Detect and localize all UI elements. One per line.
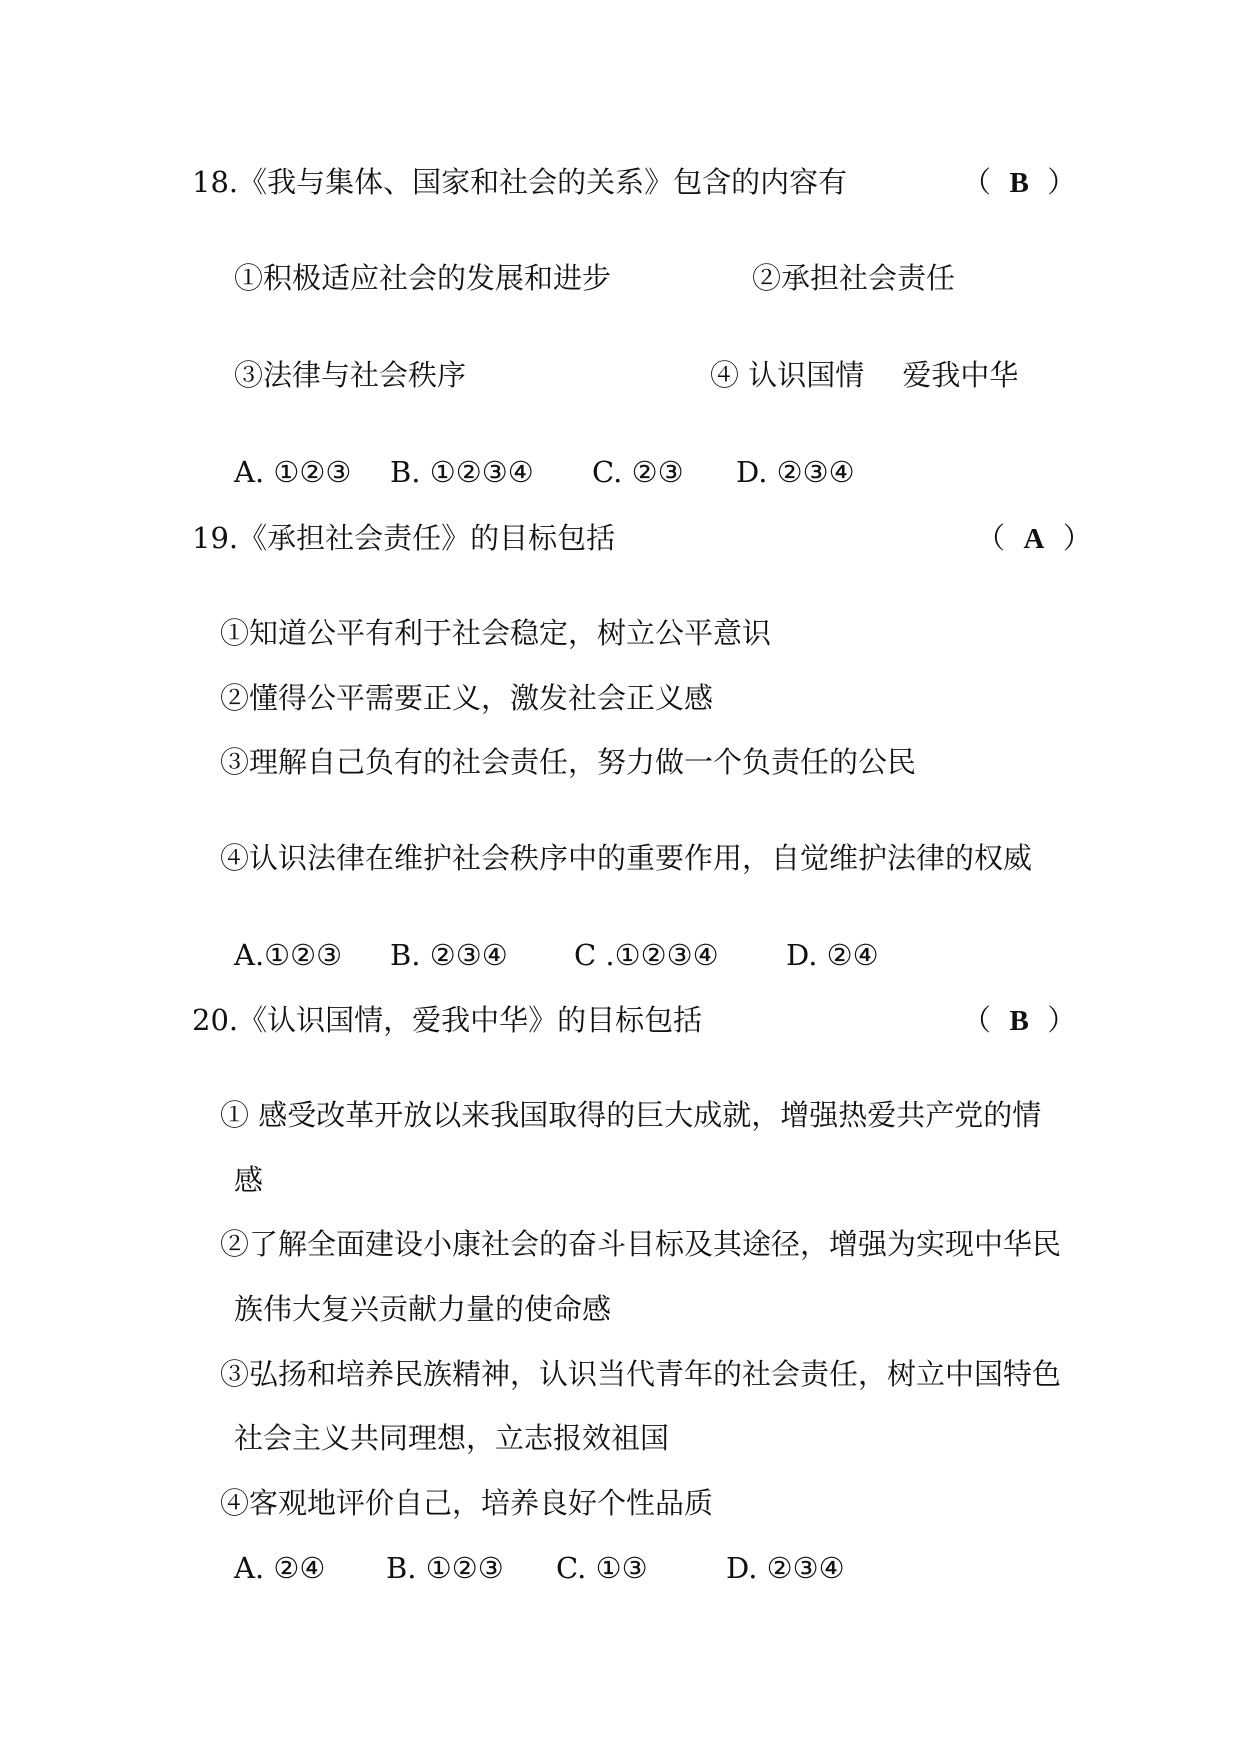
question-20-item-3-cont: 社会主义共同理想，立志报效祖国 [234,1421,670,1455]
question-20-option-a: A. ②④ [234,1551,326,1585]
question-18-item-3: ③法律与社会秩序 [234,358,467,392]
question-18-stem: 18.《我与集体、国家和社会的关系》包含的内容有 [192,165,848,199]
question-19-answer [976,520,1092,557]
question-18-option-c: C. ②③ [592,455,684,489]
question-20-item-2: ②了解全面建设小康社会的奋斗目标及其途径，增强为实现中华民 [220,1227,1062,1261]
question-19-item-1: ①知道公平有利于社会稳定，树立公平意识 [220,616,772,650]
question-20-option-b: B. ①②③ [386,1551,504,1585]
question-20-item-2-cont: 族伟大复兴贡献力量的使命感 [234,1292,612,1326]
question-20-answer [962,1002,1076,1039]
answer-letter: A [1023,523,1045,555]
question-19-item-2: ②懂得公平需要正义，激发社会正义感 [220,681,714,715]
question-20-item-1: ① 感受改革开放以来我国取得的巨大成就，增强热爱共产党的情 [220,1098,1042,1132]
question-20-item-3: ③弘扬和培养民族精神，认识当代青年的社会责任，树立中国特色 [220,1357,1062,1391]
question-20-stem: 20.《认识国情，爱我中华》的目标包括 [192,1003,703,1037]
question-19-stem: 19.《承担社会责任》的目标包括 [192,521,616,555]
question-18-item-4: ④ 认识国情 爱我中华 [710,358,1019,392]
question-18-item-2: ②承担社会责任 [752,261,956,295]
question-19-option-a: A.①②③ [234,938,343,972]
paren-close: ） [1047,165,1077,199]
question-18-answer [962,164,1076,201]
question-18-option-a: A. ①②③ [234,455,352,489]
question-19-option-c: C .①②③④ [574,938,719,972]
paren-open: （ [962,1003,992,1037]
question-20-item-4: ④客观地评价自己，培养良好个性品质 [220,1486,714,1520]
question-18-option-b: B. ①②③④ [390,455,534,489]
question-19-item-3: ③理解自己负有的社会责任，努力做一个负责任的公民 [220,745,917,779]
question-19-option-b: B. ②③④ [390,938,508,972]
answer-letter: B [1009,1005,1029,1037]
question-18-item-1: ①积极适应社会的发展和进步 [234,261,612,295]
question-20-item-1-cont: 感 [234,1163,264,1197]
paren-open: （ [962,165,992,199]
question-20-option-d: D. ②③④ [726,1551,845,1585]
paren-close: ） [1062,521,1092,555]
question-18-option-d: D. ②③④ [736,455,855,489]
paren-open: （ [976,521,1006,555]
question-19-option-d: D. ②④ [786,938,879,972]
answer-letter: B [1009,167,1029,199]
paren-close: ） [1047,1003,1077,1037]
question-20-option-c: C. ①③ [556,1551,648,1585]
question-19-item-4: ④认识法律在维护社会秩序中的重要作用，自觉维护法律的权威 [220,841,1033,875]
